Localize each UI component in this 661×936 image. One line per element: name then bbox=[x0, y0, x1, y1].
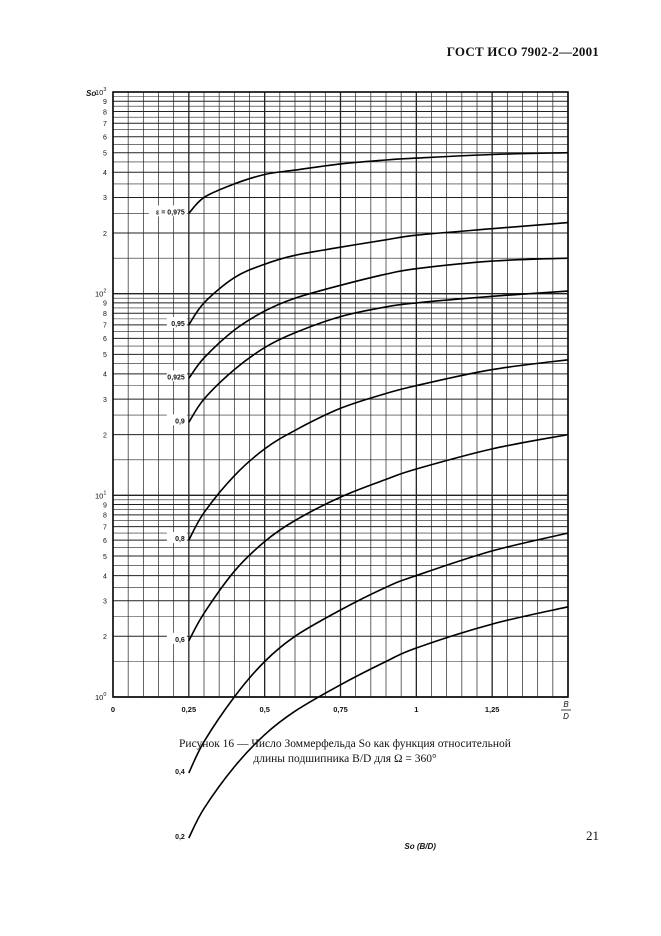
y-tick-label: 8 bbox=[103, 109, 107, 117]
y-decade-exponent: 3 bbox=[103, 87, 107, 93]
x-tick-label: 0 bbox=[110, 705, 116, 714]
chart-grid bbox=[113, 92, 568, 697]
series-label: 0,6 bbox=[175, 636, 185, 644]
y-tick-label: 4 bbox=[103, 573, 107, 581]
series-curve bbox=[189, 360, 568, 540]
y-tick-label: 2 bbox=[103, 230, 107, 238]
x-axis-label-denominator: D bbox=[563, 712, 569, 721]
y-decade-label bbox=[95, 490, 106, 500]
y-tick-label: 4 bbox=[103, 371, 107, 379]
caption-line-2: длины подшипника B/D для Ω = 360° bbox=[253, 753, 437, 765]
y-decade-exponent: 0 bbox=[103, 692, 107, 698]
y-tick-label: 7 bbox=[103, 121, 107, 129]
y-tick-label: 8 bbox=[103, 512, 107, 520]
figure-caption bbox=[110, 737, 580, 767]
series-curve bbox=[189, 607, 568, 838]
y-decade-base: 10 bbox=[95, 88, 104, 97]
y-tick-label: 8 bbox=[103, 311, 107, 319]
y-axis-label: So bbox=[86, 89, 97, 98]
y-tick-label: 9 bbox=[103, 300, 107, 308]
series-label: 0,925 bbox=[167, 374, 185, 382]
series-curve bbox=[189, 291, 568, 422]
y-tick-label: 6 bbox=[103, 134, 107, 142]
y-decade-base: 10 bbox=[95, 693, 104, 702]
y-decade-base: 10 bbox=[95, 491, 104, 501]
y-tick-label: 5 bbox=[103, 352, 107, 360]
series-curve bbox=[189, 223, 568, 325]
inner-label: So (B/D) bbox=[404, 842, 436, 852]
document-header: ГОСТ ИСО 7902-2—2001 bbox=[446, 44, 599, 59]
caption-line-1: Рисунок 16 — Число Зоммерфельда So как функция относительной bbox=[179, 738, 511, 750]
y-tick-label: 5 bbox=[103, 150, 107, 158]
y-tick-label: 9 bbox=[103, 99, 107, 107]
y-tick-label: 2 bbox=[103, 432, 107, 440]
series-label: ε = 0,975 bbox=[156, 209, 185, 217]
x-tick-label: 1,25 bbox=[484, 705, 500, 714]
page-number: 21 bbox=[586, 828, 599, 843]
x-tick-label: 0,75 bbox=[333, 705, 348, 714]
series-label: 0,4 bbox=[175, 768, 185, 776]
y-tick-label: 3 bbox=[103, 396, 107, 404]
y-decade-exponent: 2 bbox=[103, 288, 107, 295]
series-label: 0,2 bbox=[175, 833, 185, 841]
y-tick-label: 7 bbox=[103, 322, 107, 330]
y-tick-label: 5 bbox=[103, 553, 107, 561]
x-tick-label: 1 bbox=[414, 705, 419, 714]
series-label: 0,9 bbox=[175, 418, 185, 426]
y-decade-base: 10 bbox=[95, 289, 104, 299]
y-decade-label bbox=[95, 289, 106, 299]
y-tick-label: 7 bbox=[103, 524, 107, 532]
y-tick-label: 4 bbox=[103, 170, 107, 178]
x-tick-label: 0,25 bbox=[181, 705, 197, 714]
y-decade-exponent: 1 bbox=[103, 490, 107, 497]
y-tick-label: 3 bbox=[103, 598, 107, 606]
x-axis-label-numerator: B bbox=[563, 700, 569, 709]
series-label: 0,95 bbox=[171, 320, 185, 328]
y-tick-label: 9 bbox=[103, 502, 107, 510]
y-decade-label bbox=[95, 692, 106, 702]
y-tick-label: 2 bbox=[103, 634, 107, 642]
x-tick-label: 0,5 bbox=[259, 705, 270, 714]
y-tick-label: 3 bbox=[103, 195, 107, 203]
y-decade-label bbox=[95, 87, 106, 97]
y-tick-label: 6 bbox=[103, 336, 107, 344]
y-tick-label: 6 bbox=[103, 537, 107, 545]
series-label: 0,8 bbox=[175, 536, 185, 544]
